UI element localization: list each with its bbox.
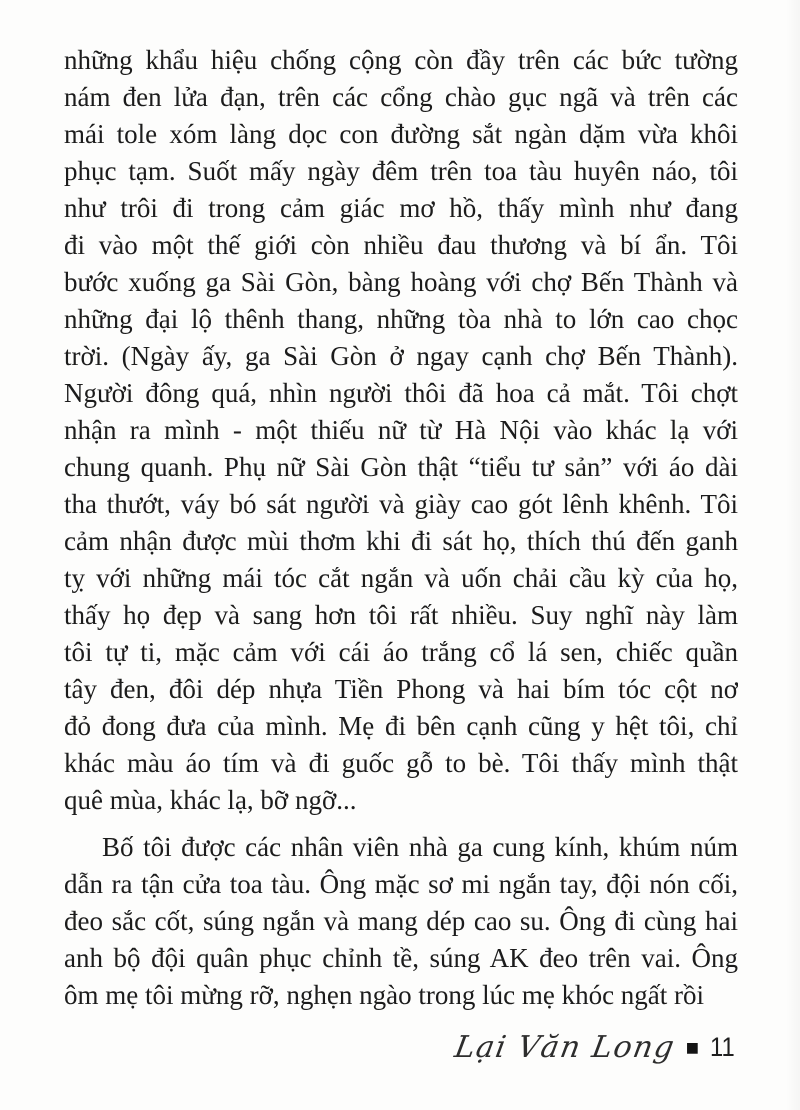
text-line: tây đen, đôi dép nhựa Tiền Phong và hai bím tóc cột nơ bbox=[64, 674, 738, 704]
text-block bbox=[64, 42, 738, 1014]
page-footer bbox=[451, 1030, 738, 1065]
text-line: thấy họ đẹp và sang hơn tôi rất nhiều. Suy nghĩ này làm bbox=[64, 600, 738, 630]
text-line: anh bộ đội quân phục chỉnh tề, súng AK đeo trên vai. Ông bbox=[64, 943, 738, 973]
text-line: đỏ đong đưa của mình. Mẹ đi bên cạnh cũng y hệt tôi, chỉ bbox=[64, 711, 738, 741]
text-line: tha thướt, váy bó sát người và giày cao gót lênh khênh. Tôi bbox=[64, 489, 738, 519]
paragraph-1 bbox=[64, 42, 738, 819]
text-line: nhận ra mình - một thiếu nữ từ Hà Nội vào khác lạ với bbox=[64, 415, 738, 445]
text-line: mái tole xóm làng dọc con đường sắt ngàn dặm vừa khôi bbox=[64, 119, 738, 149]
text-line: những khẩu hiệu chống cộng còn đầy trên các bức tường bbox=[64, 45, 738, 75]
text-line: tỵ với những mái tóc cắt ngắn và uốn chải cầu kỳ của họ, bbox=[64, 563, 738, 593]
text-line: ôm mẹ tôi mừng rỡ, nghẹn ngào trong lúc mẹ khóc ngất rồi bbox=[64, 980, 705, 1010]
text-line: Bố tôi được các nhân viên nhà ga cung kính, khúm núm bbox=[102, 832, 738, 862]
text-line: như trôi đi trong cảm giác mơ hồ, thấy mình như đang bbox=[64, 193, 738, 223]
text-line: đi vào một thế giới còn nhiều đau thương và bí ẩn. Tôi bbox=[64, 230, 738, 260]
author-signature: Lại Văn Long bbox=[451, 1030, 678, 1065]
text-line: dẫn ra tận cửa toa tàu. Ông mặc sơ mi ngắn tay, đội nón cối, bbox=[64, 869, 738, 899]
text-line: trời. (Ngày ấy, ga Sài Gòn ở ngay cạnh chợ Bến Thành). bbox=[64, 341, 738, 371]
text-line: cảm nhận được mùi thơm khi đi sát họ, thích thú đến ganh bbox=[64, 526, 738, 556]
text-line: chung quanh. Phụ nữ Sài Gòn thật “tiểu tư sản” với áo dài bbox=[64, 452, 738, 482]
text-line: quê mùa, khác lạ, bỡ ngỡ... bbox=[64, 785, 357, 815]
page-number: 11 bbox=[709, 1032, 735, 1062]
text-line: khác màu áo tím và đi guốc gỗ to bè. Tôi thấy mình thật bbox=[64, 748, 738, 778]
text-line: những đại lộ thênh thang, những tòa nhà to lớn cao chọc bbox=[64, 304, 738, 334]
text-line: Người đông quá, nhìn người thôi đã hoa cả mắt. Tôi chợt bbox=[64, 378, 738, 408]
text-line: đeo sắc cốt, súng ngắn và mang dép cao su. Ông đi cùng hai bbox=[64, 906, 738, 936]
text-line: bước xuống ga Sài Gòn, bàng hoàng với chợ Bến Thành và bbox=[64, 267, 738, 297]
text-line: nám đen lửa đạn, trên các cổng chào gục ngã và trên các bbox=[64, 82, 738, 112]
text-line: tôi tự ti, mặc cảm với cái áo trắng cổ lá sen, chiếc quần bbox=[64, 637, 738, 667]
text-line: phục tạm. Suốt mấy ngày đêm trên toa tàu huyên náo, tôi bbox=[64, 156, 738, 186]
paragraph-2 bbox=[64, 829, 738, 1014]
square-bullet-icon: ■ bbox=[685, 1039, 699, 1056]
